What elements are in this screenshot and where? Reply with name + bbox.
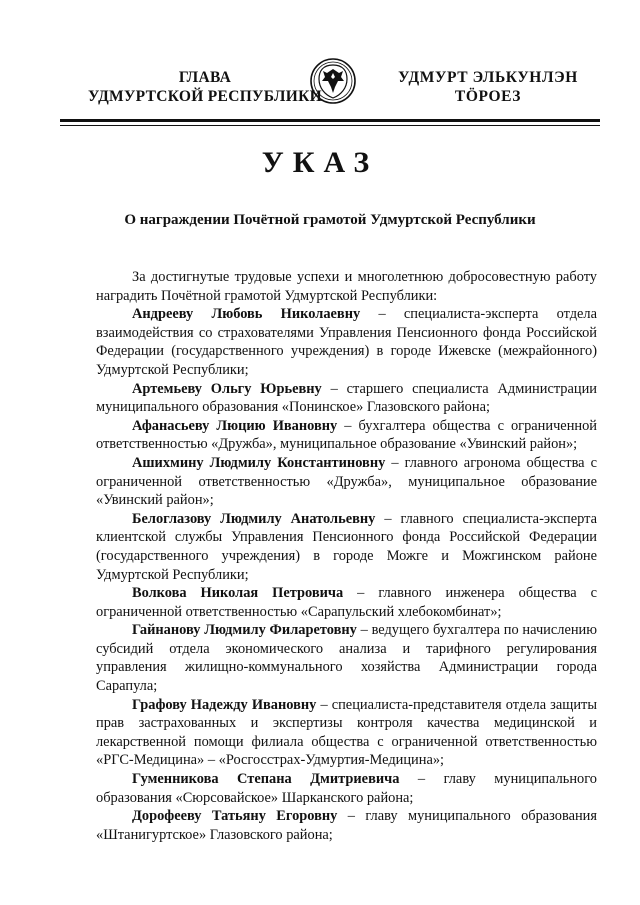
coat-of-arms-emblem-icon: [309, 57, 357, 105]
awardee-name: Гуменникова Степана Дмитриевича: [132, 771, 400, 788]
header-divider-thick: [60, 119, 600, 122]
header-divider-thin: [60, 125, 600, 126]
header-left: [70, 68, 340, 106]
awardee-paragraph: [96, 584, 597, 621]
awardee-name: Артемьеву Ольгу Юрьевну: [132, 380, 322, 397]
awardee-position: – главного инженера общества с ограниченной ответственностью «Сарапульский хлебокомбинат»;: [96, 585, 598, 620]
awardee-paragraph: [96, 510, 597, 584]
awardee-paragraph: [96, 770, 597, 807]
awardee-position: – ведущего бухгалтера по начислению субсидий отдела экономического анализа и тарифного регулирования управления жилищно-коммунального хозяйства Администрации города Сарапула;: [96, 622, 597, 695]
header-right: [388, 68, 588, 106]
header-left-line1: ГЛАВА: [178, 69, 232, 86]
awardee-paragraph: [96, 454, 597, 510]
awardee-position: – старшего специалиста Администрации муниципального образования «Понинское» Глазовского района;: [96, 380, 597, 416]
header-right-line2: ТӦРОЕЗ: [454, 88, 522, 105]
awardee-paragraph: [96, 621, 597, 695]
awardee-name: Дорофееву Татьяну Егоровну: [132, 808, 338, 825]
awardee-position: – главного специалиста-эксперта клиентской службы Управления Пенсионного фонда Российской Федерации (государственного учреждения) в городе Можге и Можгинском районе Удмуртской Республики;: [96, 510, 598, 583]
awardee-paragraph: [96, 305, 597, 379]
awardee-name: Графову Надежду Ивановну: [132, 696, 317, 713]
awardee-position: – бухгалтера общества с ограниченной ответственностью «Дружба», муниципальное образование «Увинский район»;: [96, 417, 597, 453]
document-subject: О награждении Почётной грамотой Удмуртской Республики: [124, 212, 536, 228]
awardee-name: Афанасьеву Люцию Ивановну: [132, 417, 338, 434]
header-left-line2: УДМУРТСКОЙ РЕСПУБЛИКИ: [87, 88, 322, 105]
awardee-paragraph: [96, 807, 597, 844]
header-right-line1: УДМУРТ ЭЛЬКУНЛЭН: [398, 69, 578, 86]
awardee-name: Ашихмину Людмилу Константиновну: [132, 454, 386, 471]
awardee-position: – главу муниципального образования «Сюрсовайское» Шарканского района;: [96, 771, 597, 806]
intro-paragraph: За достигнутые трудовые успехи и многолетнюю добросовестную работу наградить Почётной грамотой Удмуртской Республики:: [96, 269, 597, 304]
awardee-position: – главу муниципального образования «Штанигуртское» Глазовского района;: [96, 808, 597, 843]
awardee-paragraph: [96, 417, 597, 454]
awardee-name: Андрееву Любовь Николаевну: [132, 306, 361, 323]
awardee-paragraph: [96, 696, 597, 770]
document-body: [96, 268, 597, 844]
awardee-position: – специалиста-представителя отдела защиты прав застрахованных и экспертизы контроля качества медицинской и лекарственной помощи филиала общества с ограниченной ответственностью «РГС-Медицина» – «Росгосстрах-Удмуртия-Медицина»;: [96, 696, 597, 769]
awardee-name: Волкова Николая Петровича: [132, 585, 344, 602]
awardee-position: – главного агронома общества с ограниченной ответственностью «Дружба», муниципальное образование «Увинский район»;: [96, 454, 597, 509]
awardee-name: Гайнанову Людмилу Филаретовну: [132, 622, 357, 639]
document-title: УКАЗ: [261, 146, 379, 179]
awardee-name: Белоглазову Людмилу Анатольевну: [132, 510, 376, 527]
awardee-position: – специалиста-эксперта отдела взаимодействия со страхователями Управления Пенсионного фонда Российской Федерации (государственного учреждения) в городе Ижевске (межрайонного) Удмуртской Республики;: [96, 306, 597, 378]
awardee-paragraph: [96, 380, 597, 417]
